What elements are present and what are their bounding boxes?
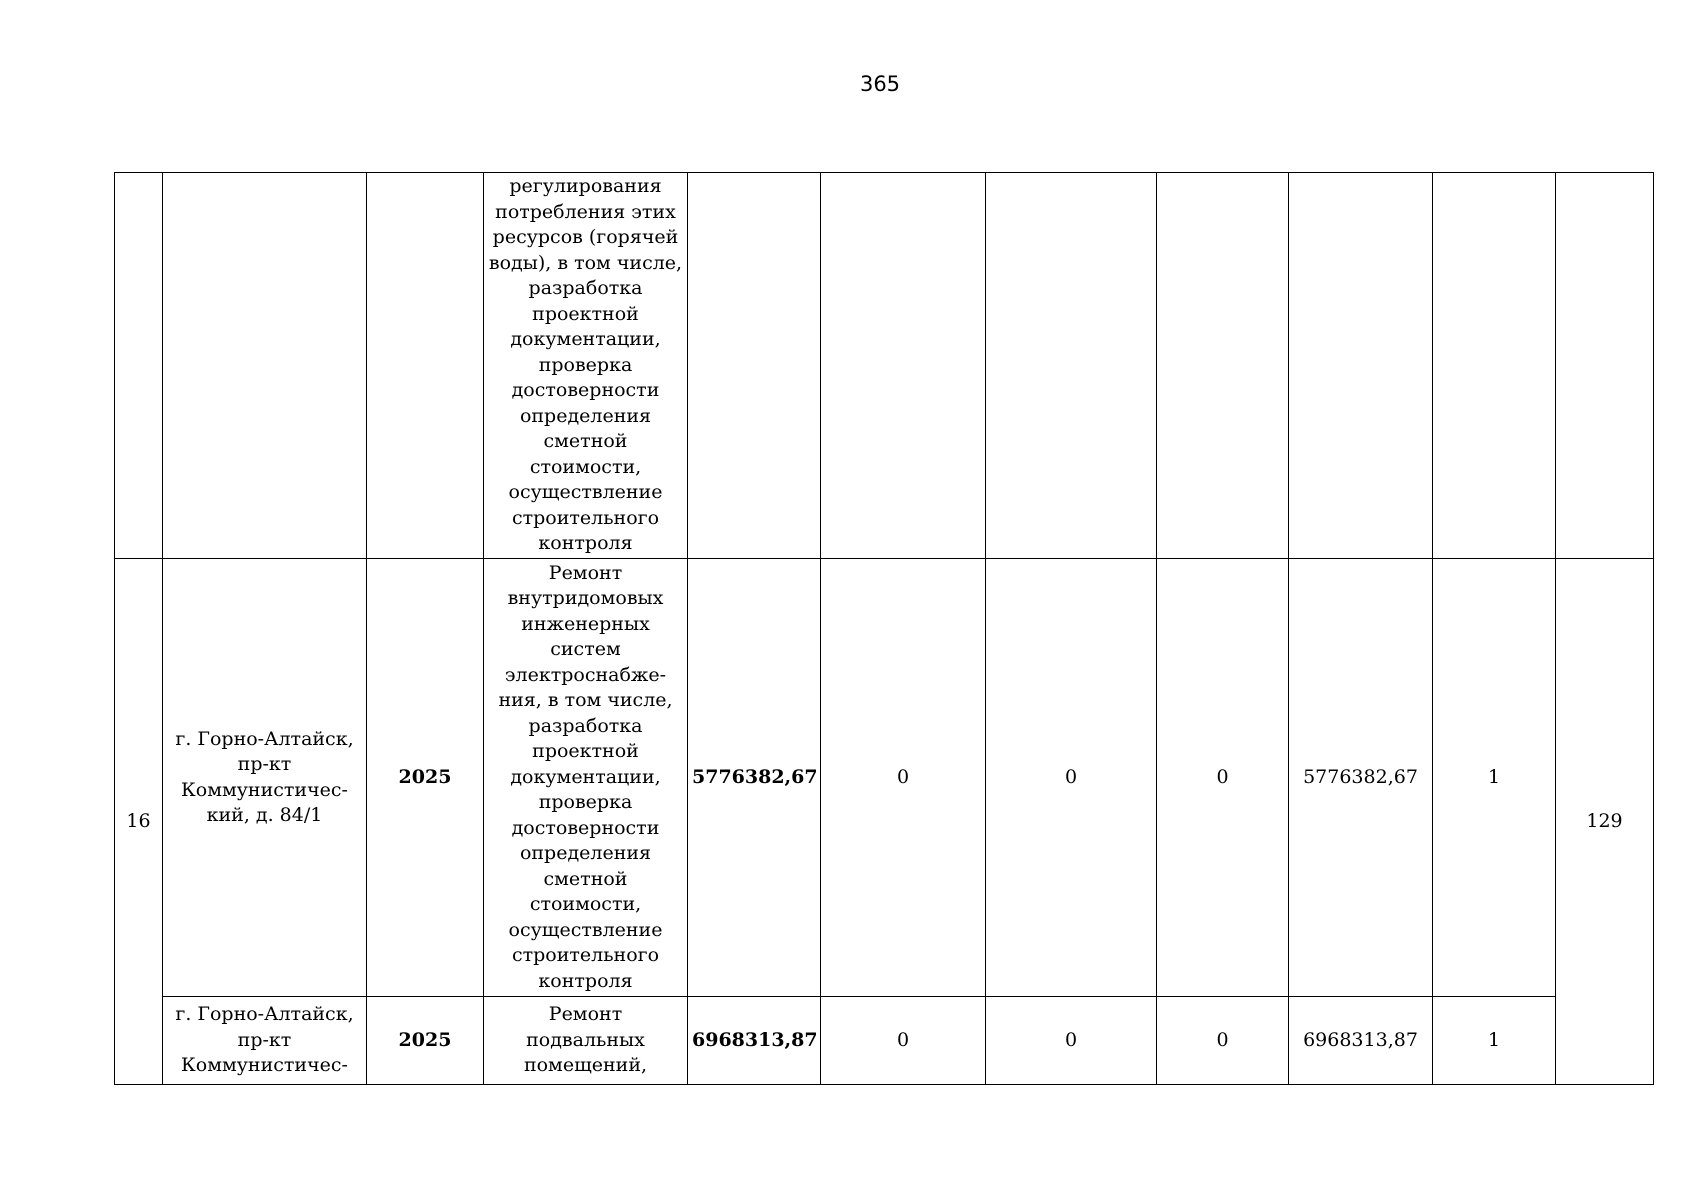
cell-year xyxy=(367,173,484,559)
text-line: документации, xyxy=(510,328,661,351)
cell-col10: 1 xyxy=(1433,559,1556,997)
text-line: стоимости, xyxy=(529,455,642,478)
text-line: внутридомовых xyxy=(507,587,664,610)
text-line: ресурсов (горячей xyxy=(492,226,679,249)
cell-col7: 0 xyxy=(986,559,1157,997)
cell-col9: 5776382,67 xyxy=(1289,559,1433,997)
program-table xyxy=(114,172,1654,1085)
text-line: осуществление xyxy=(508,918,663,941)
cell-col8: 0 xyxy=(1157,559,1289,997)
cell-col11: 129 xyxy=(1556,559,1654,1085)
text-line: проверка xyxy=(538,353,633,376)
text-line: достоверности xyxy=(511,379,660,402)
cell-col6 xyxy=(821,173,986,559)
text-line: разработка xyxy=(528,714,643,737)
text-line: осуществление xyxy=(508,481,663,504)
cell-col11 xyxy=(1556,173,1654,559)
text-line: Ремонт xyxy=(548,1003,623,1026)
address-lines xyxy=(167,727,362,829)
text-line: документации, xyxy=(510,765,661,788)
text-line: достоверности xyxy=(511,816,660,839)
cell-total: 5776382,67 xyxy=(688,559,821,997)
table-row-continuation xyxy=(115,173,1654,559)
page-number: 365 xyxy=(859,72,901,96)
cell-description xyxy=(484,173,688,559)
description-lines xyxy=(488,561,683,995)
text-line: ния, в том числе, xyxy=(498,689,673,712)
text-line: Коммунистичес- xyxy=(181,1054,348,1077)
table-row-item-16b xyxy=(115,997,1654,1085)
cell-description xyxy=(484,559,688,997)
cell-col10: 1 xyxy=(1433,997,1556,1085)
address-lines xyxy=(167,1002,362,1079)
cell-number: 16 xyxy=(115,559,163,1085)
cell-total: 6968313,87 xyxy=(688,997,821,1085)
cell-col10 xyxy=(1433,173,1556,559)
text-line: воды), в том числе, xyxy=(488,251,683,274)
text-line: контроля xyxy=(538,532,633,555)
text-line: стоимости, xyxy=(529,893,642,916)
text-line: инженерных xyxy=(521,612,650,635)
text-line: проверка xyxy=(538,791,633,814)
text-line: г. Горно-Алтайск, xyxy=(175,727,354,750)
text-line: разработка xyxy=(528,277,643,300)
cell-col9 xyxy=(1289,173,1433,559)
text-line: определения xyxy=(519,404,652,427)
text-line: электроснабже- xyxy=(504,663,667,686)
text-line: систем xyxy=(550,638,621,661)
text-line: контроля xyxy=(538,969,633,992)
cell-total xyxy=(688,173,821,559)
text-line: проектной xyxy=(532,302,639,325)
cell-col6: 0 xyxy=(821,997,986,1085)
cell-col9: 6968313,87 xyxy=(1289,997,1433,1085)
text-line: кий, д. 84/1 xyxy=(206,804,323,826)
cell-col8: 0 xyxy=(1157,997,1289,1085)
cell-col7: 0 xyxy=(986,997,1157,1085)
text-line: Ремонт xyxy=(548,561,623,584)
text-line: Коммунистичес- xyxy=(181,778,348,801)
text-line: строительного xyxy=(511,506,660,529)
text-line: сметной xyxy=(543,430,628,453)
text-line: пр-кт xyxy=(237,753,292,775)
text-line: г. Горно-Алтайск, xyxy=(175,1003,354,1026)
cell-address xyxy=(163,173,367,559)
text-line: регулирования xyxy=(509,175,662,198)
cell-description xyxy=(484,997,688,1085)
cell-year: 2025 xyxy=(367,997,484,1085)
cell-number xyxy=(115,173,163,559)
text-line: определения xyxy=(519,842,652,865)
text-line: потребления этих xyxy=(495,200,676,223)
description-lines xyxy=(488,174,683,557)
cell-address xyxy=(163,997,367,1085)
text-line: проектной xyxy=(532,740,639,763)
text-line: строительного xyxy=(511,944,660,967)
text-line: подвальных xyxy=(526,1028,645,1051)
cell-address xyxy=(163,559,367,997)
cell-col6: 0 xyxy=(821,559,986,997)
description-lines xyxy=(488,1002,683,1079)
cell-year: 2025 xyxy=(367,559,484,997)
text-line: сметной xyxy=(543,867,628,890)
cell-col8 xyxy=(1157,173,1289,559)
text-line: помещений, xyxy=(523,1054,648,1077)
cell-col7 xyxy=(986,173,1157,559)
table-row-item-16 xyxy=(115,559,1654,997)
text-line: пр-кт xyxy=(237,1028,292,1051)
